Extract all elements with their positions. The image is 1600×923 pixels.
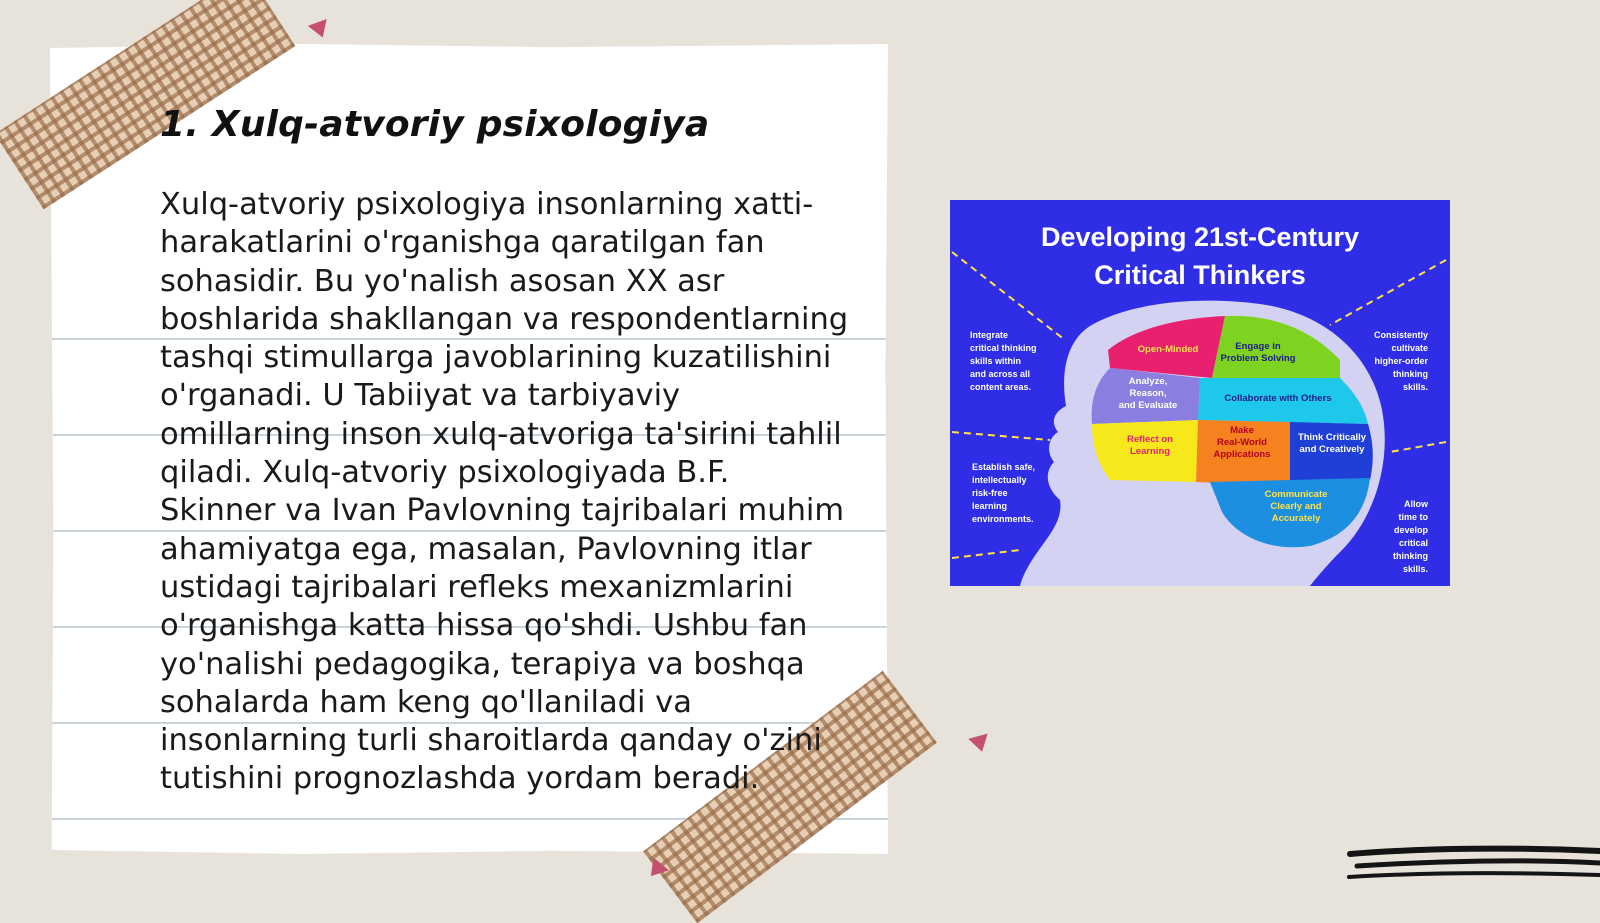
note-right-top-4: thinking xyxy=(1393,369,1428,379)
label-think-critically-1: Think Critically xyxy=(1297,432,1367,443)
note-right-bottom-5: thinking xyxy=(1393,551,1428,561)
label-analyze-1: Analyze, xyxy=(1128,376,1168,387)
note-right-top-1: Consistently xyxy=(1373,330,1428,340)
note-right-top-3: higher-order xyxy=(1374,356,1428,366)
label-analyze-3: and Evaluate xyxy=(1118,400,1178,411)
note-left-bottom-1: Establish safe, xyxy=(972,462,1036,472)
note-right-bottom-6: skills. xyxy=(1402,564,1428,574)
poster-title-line1: Developing 21st-Century xyxy=(1040,222,1360,252)
note-left-top-2: critical thinking xyxy=(970,343,1037,353)
label-real-world-3: Applications xyxy=(1213,449,1271,460)
critical-thinkers-poster xyxy=(950,200,1450,586)
label-problem-solving-2: Problem Solving xyxy=(1220,353,1296,364)
note-left-top-5: content areas. xyxy=(970,382,1032,392)
label-communicate-3: Accurately xyxy=(1271,513,1321,524)
label-communicate-1: Communicate xyxy=(1264,489,1328,500)
slide-body-text: Xulq-atvoriy psixologiya insonlarning xatti-harakatlarini o'rganishga qaratilgan fan sohasidir. Bu yo'nalish asosan XX asr boshlarida shakllangan va respondentlarning tashqi stimullarga javoblarining kuzatilishini o'rganadi. U Tabiiyat va tarbiyaviy omillarning inson xulq-atvoriga ta'sirini tahlil qiladi. Xulq-atvoriy psixologiyada B.F. Skinner va Ivan Pavlovning tajribalari muhim ahamiyatga ega, masalan, Pavlovning itlar ustidagi tajribalari refleks mexanizmlarini o'rganishga katta hissa qo'shdi. Ushbu fan yo'nalishi pedagogika, terapiya va boshqa sohalarda ham keng qo'llaniladi va insonlarning turli sharoitlarda qanday o'zini tutishini prognozlashda yordam beradi. xyxy=(160,187,849,797)
brush-stroke-decoration xyxy=(1345,842,1600,887)
note-left-bottom-4: learning xyxy=(972,501,1008,511)
note-left-top-3: skills within xyxy=(970,356,1022,366)
pin-icon xyxy=(308,19,332,41)
label-reflect-1: Reflect on xyxy=(1127,434,1173,445)
note-right-top-5: skills. xyxy=(1402,382,1428,392)
label-real-world-1: Make xyxy=(1230,425,1254,436)
note-left-top-4: and across all xyxy=(970,369,1031,379)
note-right-bottom-3: develop xyxy=(1393,525,1428,535)
note-right-bottom-2: time to xyxy=(1398,512,1428,522)
note-left-bottom-5: environments. xyxy=(972,514,1034,524)
note-right-bottom-1: Allow xyxy=(1404,499,1428,509)
label-reflect-2: Learning xyxy=(1129,446,1171,457)
poster-title-line2: Critical Thinkers xyxy=(1094,260,1306,290)
label-open-minded: Open-Minded xyxy=(1137,344,1199,355)
poster-graphic xyxy=(950,200,1450,586)
note-right-bottom-4: critical xyxy=(1398,538,1428,548)
slide-title: 1. Xulq-atvoriy psixologiya xyxy=(160,104,710,145)
label-real-world-2: Real-World xyxy=(1217,437,1267,448)
pin-icon xyxy=(968,734,991,755)
label-think-critically-2: and Creatively xyxy=(1299,444,1365,455)
label-analyze-2: Reason, xyxy=(1129,388,1167,399)
label-problem-solving-1: Engage in xyxy=(1235,341,1281,352)
label-communicate-2: Clearly and xyxy=(1270,501,1322,512)
note-left-bottom-2: intellectually xyxy=(972,475,1027,485)
note-left-bottom-3: risk-free xyxy=(972,488,1008,498)
label-collaborate: Collaborate with Others xyxy=(1224,393,1332,404)
note-left-top-1: Integrate xyxy=(970,330,1009,340)
note-right-top-2: cultivate xyxy=(1391,343,1428,353)
